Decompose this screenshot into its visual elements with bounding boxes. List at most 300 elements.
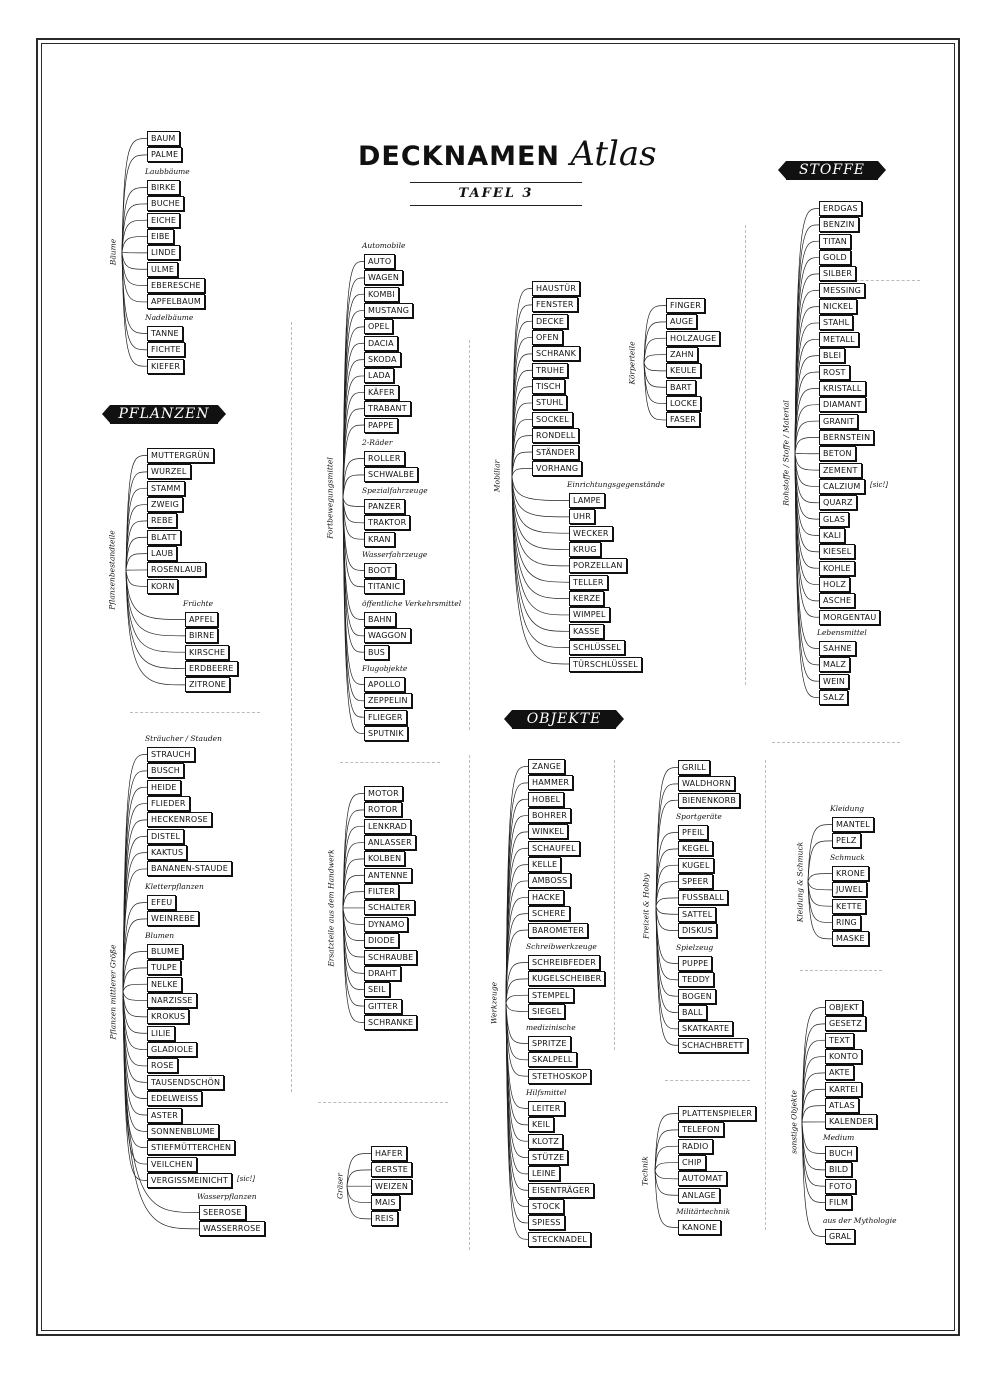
codeword-staender: STÄNDER <box>532 445 579 460</box>
codeword-gold: GOLD <box>819 250 851 265</box>
codeword-bus: BUS <box>364 645 389 660</box>
codeword-skalpell: SKALPELL <box>528 1052 577 1067</box>
codeword-messing: MESSING <box>819 283 865 298</box>
connector-line <box>347 1170 371 1186</box>
connector-line <box>512 476 569 582</box>
title-main: DECKNAMEN <box>358 141 560 172</box>
codeword-haustuer: HAUSTÜR <box>532 281 580 296</box>
connector-line <box>343 892 364 908</box>
group-label: Bäume <box>108 239 118 266</box>
connector-line <box>644 363 666 388</box>
codeword-teddy: TEDDY <box>678 972 714 987</box>
codeword-zeppelin: ZEPPELIN <box>364 693 412 708</box>
codeword-wein: WEIN <box>819 674 849 689</box>
connector-line <box>126 570 147 586</box>
codeword-schreibfeder: SCHREIBFEDER <box>528 955 600 970</box>
codeword-schachbrett: SCHACHBRETT <box>678 1038 748 1053</box>
connector-line <box>795 453 819 601</box>
group-label: Körperteile <box>627 341 637 385</box>
codeword-hacke: HACKE <box>528 890 564 905</box>
connector-line <box>644 355 666 363</box>
group-label: Pflanzen mittlerer Größe <box>108 944 118 1040</box>
connector-line <box>655 1171 678 1179</box>
codeword-kaefer: KÄFER <box>364 385 399 400</box>
codeword-leine: LEINE <box>528 1166 560 1181</box>
codeword-eibe: EIBE <box>147 229 174 244</box>
codeword-keil: KEIL <box>528 1117 554 1132</box>
codeword-erdbeere: ERDBEERE <box>185 661 238 676</box>
page-subtitle: TAFEL 3 <box>458 186 534 201</box>
codeword-kran: KRAN <box>364 532 395 547</box>
codeword-narzisse: NARZISSE <box>147 993 197 1008</box>
codeword-winkel: WINKEL <box>528 824 568 839</box>
codeword-uhr: UHR <box>569 509 595 524</box>
connector-line <box>512 476 569 566</box>
codeword-porzellan: PORZELLAN <box>569 558 627 573</box>
codeword-ofen: OFEN <box>532 330 563 345</box>
codeword-strauch: STRAUCH <box>147 747 195 762</box>
codeword-kanone: KANONE <box>678 1220 721 1235</box>
section-title: 2-Räder <box>362 438 393 447</box>
codeword-wurzel: WURZEL <box>147 464 191 479</box>
codeword-buch: BUCH <box>825 1146 857 1161</box>
connector-line <box>122 252 147 269</box>
section-title: Spezialfahrzeuge <box>362 486 428 495</box>
codeword-wecker: WECKER <box>569 526 613 541</box>
connector-line <box>644 363 666 371</box>
codeword-veilchen: VEILCHEN <box>147 1157 197 1172</box>
codeword-silber: SILBER <box>819 266 856 281</box>
codeword-bananen-staude: BANANEN-STAUDE <box>147 861 232 876</box>
codeword-wimpel: WIMPEL <box>569 607 610 622</box>
codeword-chip: CHIP <box>678 1155 706 1170</box>
codeword-antenne: ANTENNE <box>364 868 412 883</box>
codeword-efeu: EFEU <box>147 895 176 910</box>
codeword-linde: LINDE <box>147 245 180 260</box>
section-title: Laubbäume <box>145 167 190 176</box>
codeword-automat: AUTOMAT <box>678 1171 727 1186</box>
section-title: Medium <box>823 1133 855 1142</box>
codeword-blei: BLEI <box>819 348 845 363</box>
connector-line <box>122 237 147 253</box>
codeword-seerose: SEEROSE <box>199 1205 246 1220</box>
codeword-korn: KORN <box>147 579 178 594</box>
codeword-decke: DECKE <box>532 314 568 329</box>
codeword-waldhorn: WALDHORN <box>678 776 735 791</box>
codeword-keule: KEULE <box>666 363 701 378</box>
connector-line <box>126 554 147 571</box>
connector-line <box>343 498 364 523</box>
codeword-stempel: STEMPEL <box>528 988 574 1003</box>
codeword-schluessel: SCHLÜSSEL <box>569 640 625 655</box>
connector-line <box>343 459 364 498</box>
group-label: Kleidung & Schmuck <box>795 841 805 922</box>
codeword-dynamo: DYNAMO <box>364 917 408 932</box>
codeword-fenster: FENSTER <box>532 297 578 312</box>
codeword-kaktus: KAKTUS <box>147 845 187 860</box>
codeword-ulme: ULME <box>147 262 178 277</box>
codeword-schraube: SCHRAUBE <box>364 950 417 965</box>
codeword-sonnenblume: SONNENBLUME <box>147 1124 219 1139</box>
codeword-film: FILM <box>825 1195 852 1210</box>
codeword-kartei: KARTEI <box>825 1082 862 1097</box>
codeword-gitter: GITTER <box>364 999 402 1014</box>
codeword-waggon: WAGGON <box>364 628 411 643</box>
section-title: Militärtechnik <box>676 1207 731 1216</box>
codeword-schrank: SCHRANK <box>532 346 580 361</box>
codeword-stamm: STAMM <box>147 481 185 496</box>
group-label: Rohstoffe / Stoffe / Material <box>781 400 791 506</box>
codeword-aster: ASTER <box>147 1108 182 1123</box>
connector-line <box>506 1003 528 1076</box>
codeword-benzin: BENZIN <box>819 217 859 232</box>
codeword-spritze: SPRITZE <box>528 1036 571 1051</box>
connector-line <box>808 882 832 890</box>
connector-line <box>506 1003 528 1012</box>
group-label: sonstige Objekte <box>789 1090 799 1154</box>
codeword-titan: TITAN <box>819 234 851 249</box>
connector-line <box>808 882 832 907</box>
connector-line <box>122 252 147 302</box>
codeword-mais: MAIS <box>371 1195 400 1210</box>
codeword-krokus: KROKUS <box>147 1009 189 1024</box>
codeword-erdgas: ERDGAS <box>819 201 862 216</box>
codeword-fussball: FUSSBALL <box>678 890 728 905</box>
connector-line <box>512 476 569 647</box>
connector-line <box>802 1073 825 1122</box>
connector-line <box>644 338 666 363</box>
codeword-kiesel: KIESEL <box>819 544 855 559</box>
connector-line <box>512 476 569 549</box>
codeword-kette: KETTE <box>832 899 866 914</box>
section-title: Kleidung <box>830 804 865 813</box>
codeword-stethoskop: STETHOSKOP <box>528 1069 591 1084</box>
codeword-eiche: EICHE <box>147 213 180 228</box>
codeword-skoda: SKODA <box>364 352 401 367</box>
codeword-kugelscheiber: KUGELSCHEIBER <box>528 971 605 986</box>
codeword-heckenrose: HECKENROSE <box>147 812 212 827</box>
codeword-rosenlaub: ROSENLAUB <box>147 562 206 577</box>
codeword-tulpe: TULPE <box>147 960 181 975</box>
codeword-apollo: APOLLO <box>364 677 405 692</box>
codeword-seil: SEIL <box>364 982 390 997</box>
codeword-klotz: KLOTZ <box>528 1134 563 1149</box>
codeword-schwalbe: SCHWALBE <box>364 467 418 482</box>
codeword-anlage: ANLAGE <box>678 1188 720 1203</box>
codeword-vergissmeinicht: VERGISSMEINICHT <box>147 1173 232 1188</box>
codeword-schaufel: SCHAUFEL <box>528 841 580 856</box>
connector-line <box>343 498 364 507</box>
section-title: Einrichtungsgegenstände <box>567 480 665 489</box>
codeword-hafer: HAFER <box>371 1146 407 1161</box>
section-title: Kletterpflanzen <box>145 882 204 891</box>
codeword-flieder: FLIEDER <box>147 796 190 811</box>
section-title: Hilfsmittel <box>526 1088 567 1097</box>
title-accent: Atlas <box>570 134 657 174</box>
section-title: Sträucher / Stauden <box>145 734 222 743</box>
group-label: Werkzeuge <box>489 981 499 1024</box>
codeword-skatkarte: SKATKARTE <box>678 1021 733 1036</box>
banner-objekte: OBJEKTE <box>512 710 616 729</box>
codeword-roller: ROLLER <box>364 451 405 466</box>
connector-line <box>802 1122 825 1154</box>
codeword-tuerschluessel: TÜRSCHLÜSSEL <box>569 657 642 672</box>
codeword-kiefer: KIEFER <box>147 359 184 374</box>
codeword-stuetze: STÜTZE <box>528 1150 568 1165</box>
group-label: Technik <box>640 1155 650 1186</box>
connector-line <box>506 963 528 1003</box>
connector-line <box>656 833 678 907</box>
banner-stoffe: STOFFE <box>786 161 878 180</box>
codeword-locke: LOCKE <box>666 396 701 411</box>
codeword-panzer: PANZER <box>364 499 405 514</box>
codeword-kerze: KERZE <box>569 591 604 606</box>
codeword-lilie: LILIE <box>147 1026 175 1041</box>
codeword-bienenkorb: BIENENKORB <box>678 793 740 808</box>
codeword-kalender: KALENDER <box>825 1114 877 1129</box>
codeword-rebe: REBE <box>147 513 177 528</box>
banner-pflanzen: PFLANZEN <box>110 405 218 424</box>
codeword-sattel: SATTEL <box>678 907 716 922</box>
connector-line <box>512 476 569 500</box>
codeword-bohrer: BOHRER <box>528 808 571 823</box>
sic-note: [sic!] <box>870 480 889 489</box>
codeword-kolben: KOLBEN <box>364 851 405 866</box>
codeword-atlas: ATLAS <box>825 1098 859 1113</box>
connector-line <box>347 1186 371 1202</box>
codeword-reis: REIS <box>371 1211 398 1226</box>
codeword-zange: ZANGE <box>528 759 565 774</box>
codeword-text: TEXT <box>825 1033 854 1048</box>
codeword-wagen: WAGEN <box>364 270 403 285</box>
codeword-rost: ROST <box>819 365 850 380</box>
codeword-schalter: SCHALTER <box>364 900 415 915</box>
connector-line <box>123 952 147 992</box>
codeword-truhe: TRUHE <box>532 363 568 378</box>
connector-line <box>506 995 528 1003</box>
codeword-laub: LAUB <box>147 546 177 561</box>
codeword-radio: RADIO <box>678 1139 713 1154</box>
codeword-auto: AUTO <box>364 254 395 269</box>
codeword-gral: GRAL <box>825 1229 855 1244</box>
codeword-buche: BUCHE <box>147 196 184 211</box>
section-title: Schreibwerkzeuge <box>526 942 597 951</box>
connector-line <box>512 476 569 517</box>
section-title: Lebensmittel <box>817 628 867 637</box>
connector-line <box>655 1146 678 1170</box>
codeword-leiter: LEITER <box>528 1101 565 1116</box>
section-title: medizinische <box>526 1023 576 1032</box>
codeword-auge: AUGE <box>666 314 697 329</box>
connector-line <box>123 903 147 992</box>
codeword-kirsche: KIRSCHE <box>185 645 229 660</box>
codeword-kombi: KOMBI <box>364 287 399 302</box>
section-title: Wasserfahrzeuge <box>362 550 428 559</box>
connector-line <box>123 992 147 1001</box>
codeword-draht: DRAHT <box>364 966 401 981</box>
codeword-anlasser: ANLASSER <box>364 835 416 850</box>
connector-line <box>123 968 147 992</box>
connector-line <box>795 453 819 503</box>
connector-line <box>802 1122 825 1203</box>
codeword-beton: BETON <box>819 446 856 461</box>
codeword-vorhang: VORHANG <box>532 461 582 476</box>
codeword-quarz: QUARZ <box>819 495 857 510</box>
codeword-kali: KALI <box>819 528 845 543</box>
codeword-edelweiss: EDELWEISS <box>147 1091 202 1106</box>
codeword-bogen: BOGEN <box>678 989 716 1004</box>
connector-line <box>795 405 819 453</box>
codeword-foto: FOTO <box>825 1179 856 1194</box>
codeword-plattenspieler: PLATTENSPIELER <box>678 1106 756 1121</box>
codeword-amboss: AMBOSS <box>528 873 571 888</box>
connector-line <box>123 992 147 1017</box>
group-label: Ersatzteile aus dem Handwerk <box>326 849 336 967</box>
codeword-gladiole: GLADIOLE <box>147 1042 197 1057</box>
connector-line <box>512 468 532 476</box>
section-title: Schmuck <box>830 853 865 862</box>
codeword-mantel: MANTEL <box>832 817 874 832</box>
codeword-schranke: SCHRANKE <box>364 1015 417 1030</box>
codeword-morgentau: MORGENTAU <box>819 610 880 625</box>
codeword-rotor: ROTOR <box>364 802 402 817</box>
codeword-sputnik: SPUTNIK <box>364 726 408 741</box>
codeword-finger: FINGER <box>666 298 705 313</box>
codeword-birne: BIRNE <box>185 628 218 643</box>
codeword-schere: SCHERE <box>528 906 570 921</box>
codeword-apfel: APFEL <box>185 612 218 627</box>
connector-line <box>126 521 147 570</box>
codeword-bernstein: BERNSTEIN <box>819 430 874 445</box>
connector-line <box>656 906 678 1045</box>
codeword-akte: AKTE <box>825 1065 854 1080</box>
connector-line <box>656 882 678 907</box>
codeword-pelz: PELZ <box>832 833 861 848</box>
codeword-juwel: JUWEL <box>832 882 867 897</box>
codeword-stecknadel: STECKNADEL <box>528 1232 591 1247</box>
codeword-weinrebe: WEINREBE <box>147 911 199 926</box>
codeword-rondell: RONDELL <box>532 428 579 443</box>
codeword-kelle: KELLE <box>528 857 561 872</box>
codeword-hobel: HOBEL <box>528 792 564 807</box>
connector-line <box>808 874 832 882</box>
codeword-titanic: TITANIC <box>364 579 404 594</box>
section-title: Früchte <box>183 599 214 608</box>
connector-line <box>795 453 819 470</box>
codeword-pfeil: PFEIL <box>678 825 708 840</box>
codeword-granit: GRANIT <box>819 414 858 429</box>
connector-line <box>656 906 678 963</box>
codeword-maske: MASKE <box>832 931 869 946</box>
codeword-palme: PALME <box>147 147 182 162</box>
connector-line <box>343 498 364 734</box>
section-title: Automobile <box>362 241 406 250</box>
connector-line <box>512 436 532 477</box>
codeword-kasse: KASSE <box>569 624 604 639</box>
connector-line <box>343 498 364 587</box>
codeword-ball: BALL <box>678 1005 707 1020</box>
codeword-faser: FASER <box>666 412 700 427</box>
connector-line <box>656 784 678 907</box>
codeword-objekt: OBJEKT <box>825 1000 863 1015</box>
codeword-calzium: CALZIUM <box>819 479 865 494</box>
codeword-diskus: DISKUS <box>678 923 717 938</box>
codeword-gerste: GERSTE <box>371 1162 412 1177</box>
group-label: Pflanzenbestandteile <box>107 530 117 610</box>
codeword-birke: BIRKE <box>147 180 180 195</box>
codeword-grill: GRILL <box>678 760 710 775</box>
codeword-weizen: WEIZEN <box>371 1179 412 1194</box>
connector-line <box>802 1122 825 1170</box>
codeword-telefon: TELEFON <box>678 1122 724 1137</box>
codeword-kristall: KRISTALL <box>819 381 866 396</box>
codeword-flieger: FLIEGER <box>364 710 407 725</box>
codeword-apfelbaum: APFELBAUM <box>147 294 205 309</box>
codeword-boot: BOOT <box>364 563 396 578</box>
codeword-asche: ASCHE <box>819 593 855 608</box>
connector-line <box>795 421 819 453</box>
codeword-ring: RING <box>832 915 861 930</box>
codeword-zahn: ZAHN <box>666 347 698 362</box>
codeword-bild: BILD <box>825 1162 852 1177</box>
codeword-bart: BART <box>666 380 696 395</box>
codeword-diamant: DIAMANT <box>819 397 866 412</box>
codeword-tanne: TANNE <box>147 326 183 341</box>
codeword-mustang: MUSTANG <box>364 303 413 318</box>
codeword-holzauge: HOLZAUGE <box>666 331 720 346</box>
codeword-puppe: PUPPE <box>678 956 712 971</box>
connector-line <box>802 1106 825 1122</box>
connector-line <box>512 476 569 533</box>
codeword-fichte: FICHTE <box>147 342 185 357</box>
connector-line <box>655 1163 678 1171</box>
codeword-traktor: TRAKTOR <box>364 515 410 530</box>
codeword-tausendschoen: TAUSENDSCHÖN <box>147 1075 224 1090</box>
connector-line <box>122 252 147 253</box>
connector-line <box>656 906 678 914</box>
section-title: Blumen <box>145 931 175 940</box>
codeword-kohle: KOHLE <box>819 561 855 576</box>
codeword-zitrone: ZITRONE <box>185 677 230 692</box>
codeword-wasserrose: WASSERROSE <box>199 1221 265 1236</box>
connector-line <box>655 1130 678 1171</box>
codeword-malz: MALZ <box>819 657 850 672</box>
codeword-busch: BUSCH <box>147 763 184 778</box>
codeword-motor: MOTOR <box>364 786 403 801</box>
codeword-gesetz: GESETZ <box>825 1016 866 1031</box>
connector-line <box>506 979 528 1003</box>
codeword-holz: HOLZ <box>819 577 850 592</box>
codeword-krug: KRUG <box>569 542 601 557</box>
connector-line <box>343 859 364 908</box>
codeword-stuhl: STUHL <box>532 395 567 410</box>
codeword-filter: FILTER <box>364 884 399 899</box>
codeword-eisentraeger: EISENTRÄGER <box>528 1183 594 1198</box>
codeword-eberesche: EBERESCHE <box>147 278 205 293</box>
codeword-blatt: BLATT <box>147 530 181 545</box>
connector-line <box>122 204 147 253</box>
codeword-stiefmuetterchen: STIEFMÜTTERCHEN <box>147 1140 235 1155</box>
group-label: Mobiliar <box>492 460 502 493</box>
codeword-distel: DISTEL <box>147 829 184 844</box>
group-label: Freizeit & Hobby <box>641 873 651 940</box>
connector-line <box>512 452 532 476</box>
codeword-heide: HEIDE <box>147 780 181 795</box>
codeword-trabant: TRABANT <box>364 401 411 416</box>
codeword-salz: SALZ <box>819 690 848 705</box>
codeword-speer: SPEER <box>678 874 713 889</box>
connector-line <box>655 1171 678 1196</box>
